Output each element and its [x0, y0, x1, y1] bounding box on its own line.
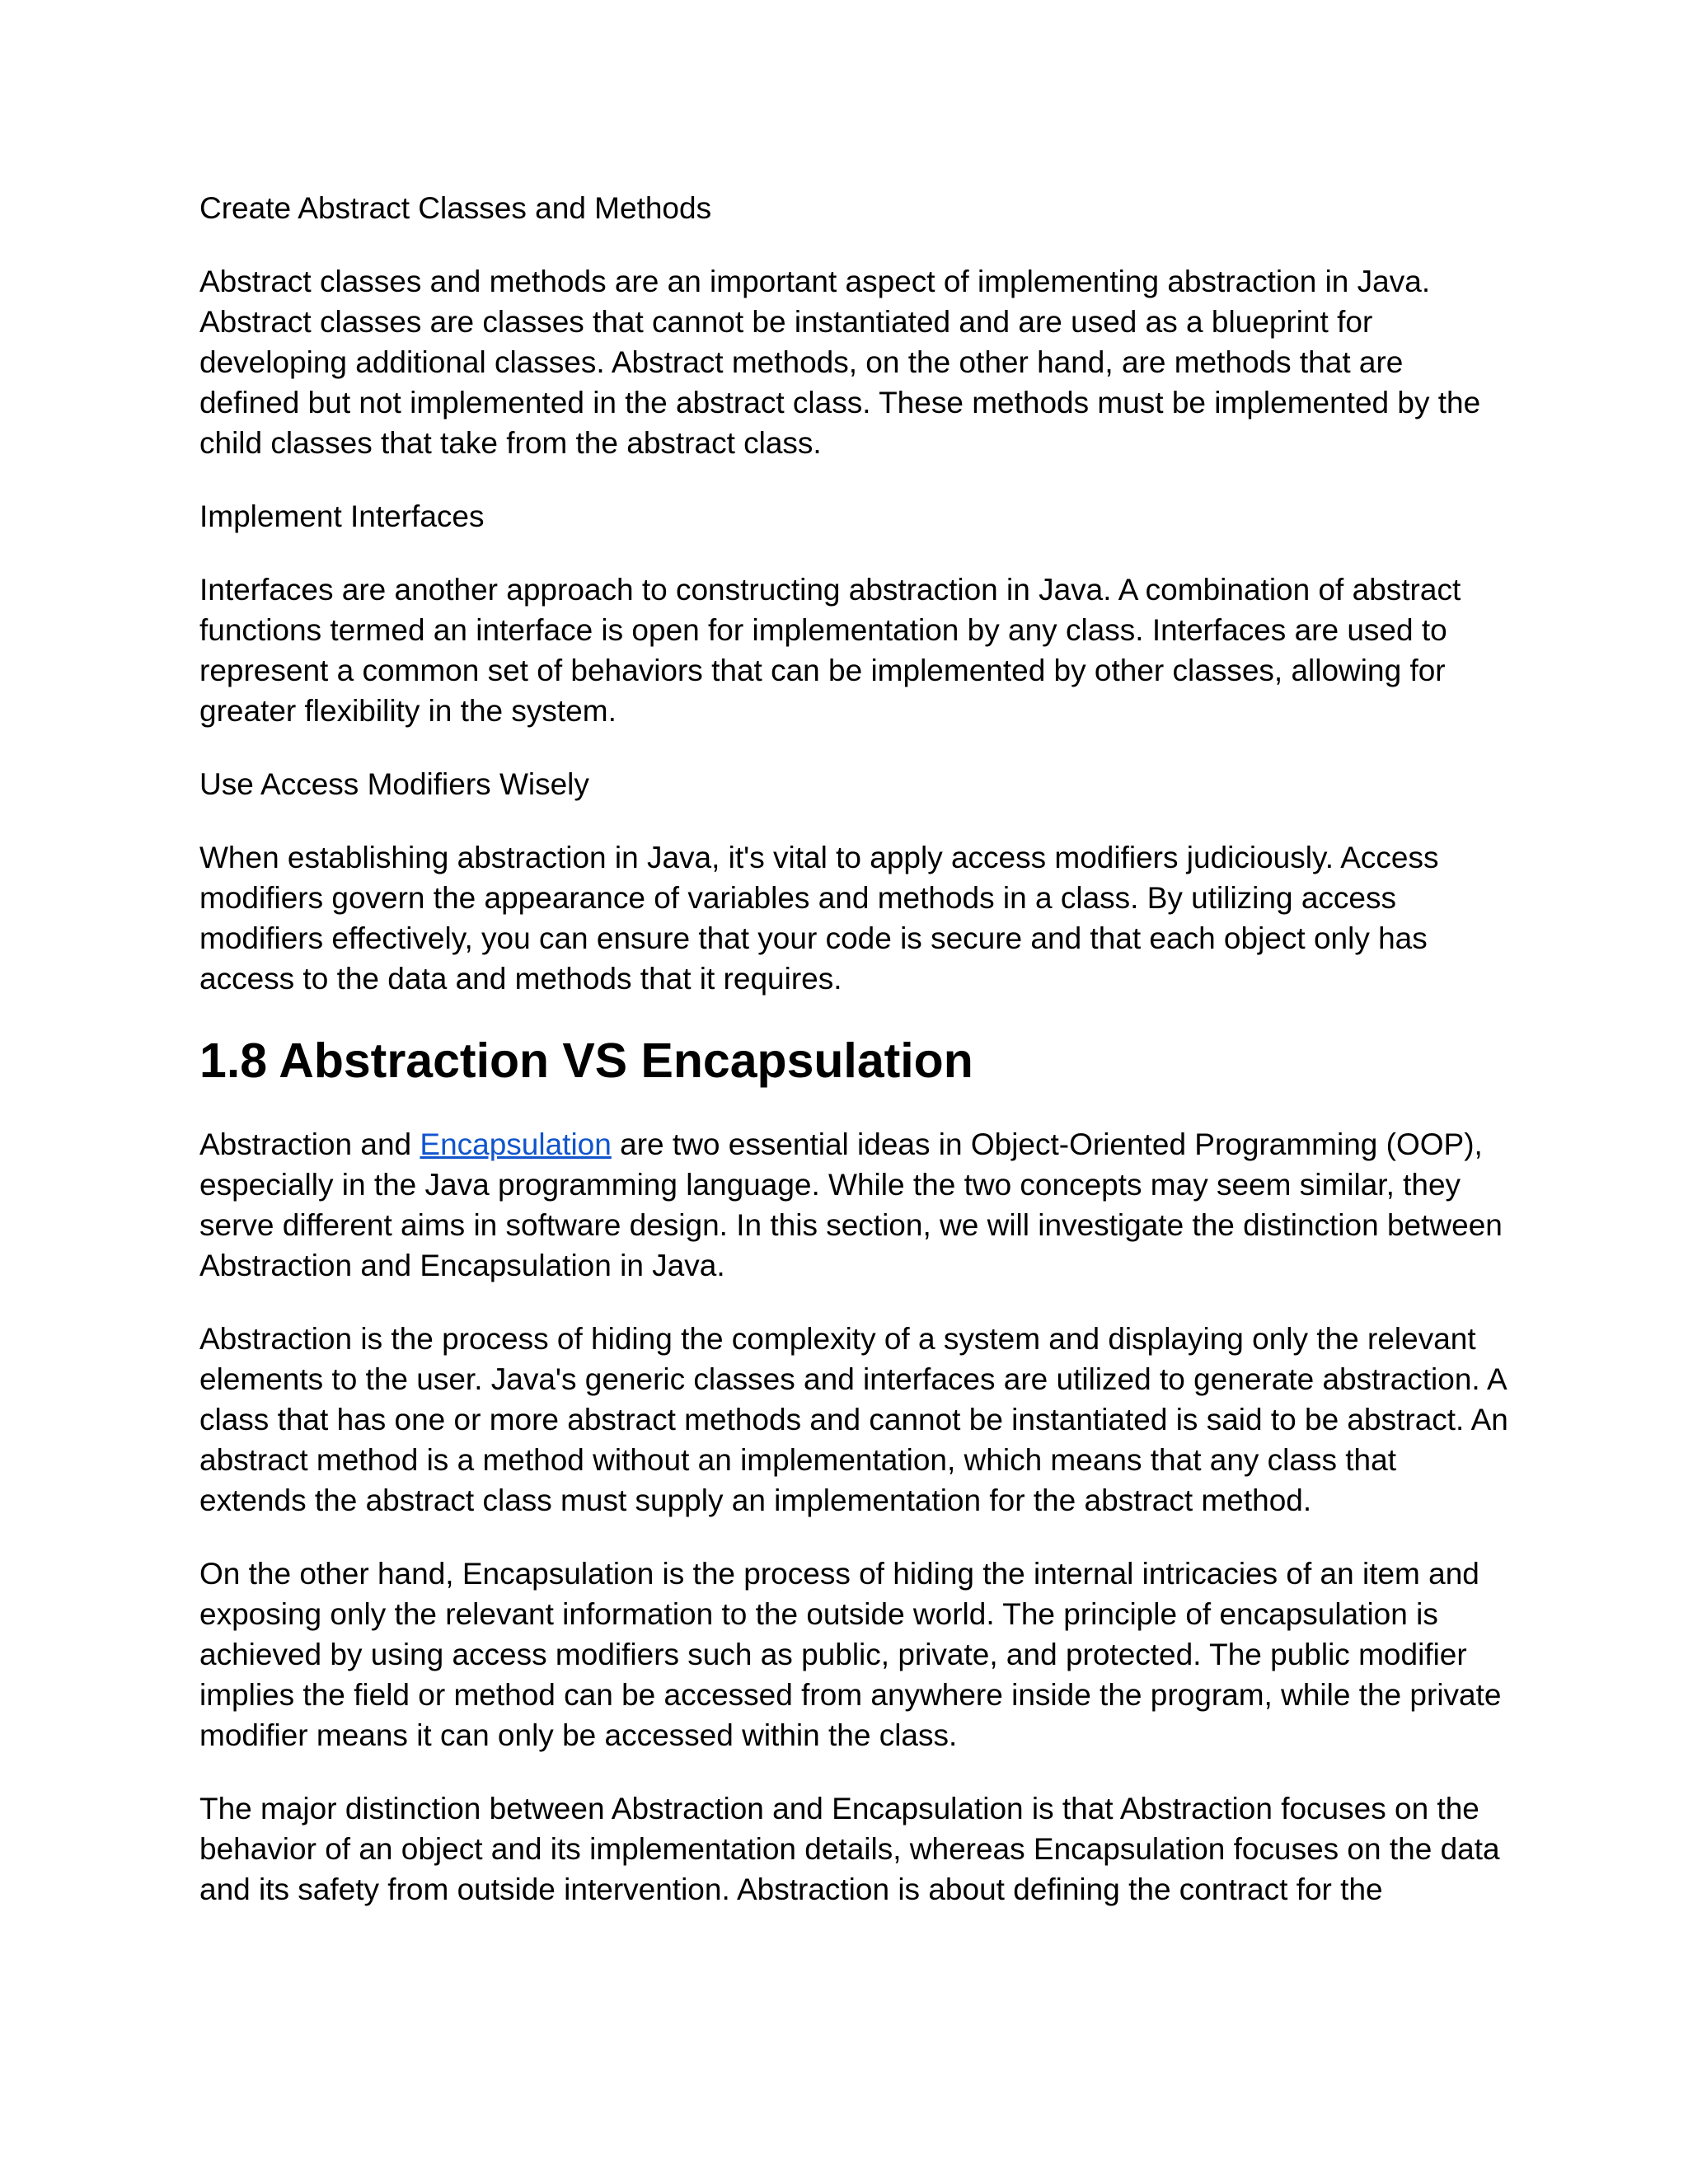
paragraph-access-modifiers: When establishing abstraction in Java, it's vital to apply access modifiers judiciously. Access modifiers govern the appearance of variables and methods in a class. By utilizing access modifiers effectively, you can ensure that your code is secure and that each object only has access to the data and methods that it requires. — [199, 841, 1439, 996]
paragraph-abstraction: Abstraction is the process of hiding the complexity of a system and displaying only the relevant elements to the user. Java's generic classes and interfaces are utilized to generate abstraction. A class that has one or more abstract methods and cannot be instantiated is said to be abstract. An abstract method is a method without an implementation, which means that any class that extends the abstract class must supply an implementation for the abstract method. — [199, 1322, 1508, 1517]
page-content — [199, 188, 1510, 1943]
paragraph-encapsulation: On the other hand, Encapsulation is the process of hiding the internal intricacies of an item and exposing only the relevant information to the outside world. The principle of encapsulation is achieved by using access modifiers such as public, private, and protected. The public modifier implies the field or method can be accessed from anywhere inside the program, while the private modifier means it can only be accessed within the class. — [199, 1557, 1502, 1752]
subheading-implement-interfaces: Implement Interfaces — [199, 499, 485, 533]
paragraph-interfaces: Interfaces are another approach to constructing abstraction in Java. A combination of abstract functions termed an interface is open for implementation by any class. Interfaces are used to represent a common set of behaviors that can be implemented by other classes, allowing for greater flexibility in the system. — [199, 573, 1461, 728]
encapsulation-link[interactable]: Encapsulation — [420, 1127, 612, 1161]
paragraph-section-intro — [199, 1124, 1510, 1286]
intro-text-before: Abstraction and — [199, 1127, 420, 1161]
intro-text-after: are two essential ideas in Object-Oriented Programming (OOP), especially in the Java programming language. While the two concepts may seem similar, they serve different aims in software design. In this section, we will investigate the distinction between Abstraction and Encapsulation in Java. — [199, 1127, 1503, 1282]
paragraph-abstract-classes: Abstract classes and methods are an important aspect of implementing abstraction in Java. Abstract classes are classes that cannot be instantiated and are used as a blueprint for developing additional classes. Abstract methods, on the other hand, are methods that are defined but not implemented in the abstract class. These methods must be implemented by the child classes that take from the abstract class. — [199, 265, 1481, 460]
subheading-access-modifiers: Use Access Modifiers Wisely — [199, 767, 589, 801]
paragraph-distinction: The major distinction between Abstraction and Encapsulation is that Abstraction focuses on the behavior of an object and its implementation details, whereas Encapsulation focuses on the data and its safety from outside intervention. Abstraction is about defining the contract for the — [199, 1792, 1500, 1906]
section-title: 1.8 Abstraction VS Encapsulation — [199, 1033, 973, 1088]
subheading-abstract-classes: Create Abstract Classes and Methods — [199, 191, 712, 225]
